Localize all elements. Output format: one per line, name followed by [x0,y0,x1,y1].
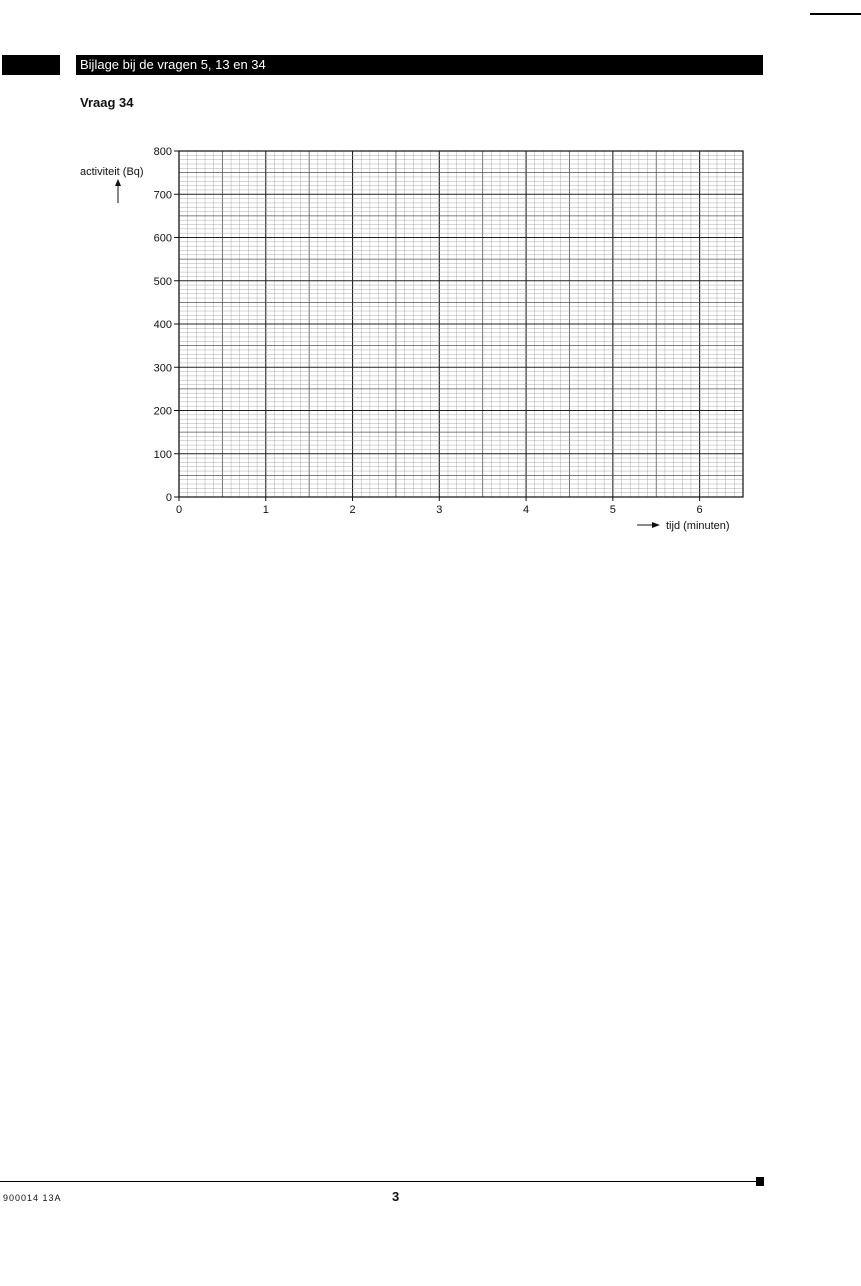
x-tick-label: 4 [523,504,530,516]
footer-rule [0,1181,757,1182]
tick-labels [154,146,703,516]
question-label: Vraag 34 [80,95,134,110]
y-tick-label: 600 [153,232,172,245]
x-tick-label: 3 [436,504,443,516]
appendix-title: Bijlage bij de vragen 5, 13 en 34 [80,57,266,72]
y-tick-label: 800 [153,146,172,158]
y-tick-label: 700 [153,189,172,202]
y-tick-label: 400 [153,319,172,331]
exam-code: 900014 13A [3,1193,62,1203]
y-tick-label: 300 [153,362,172,375]
x-axis-arrow [637,522,660,528]
footer-square [756,1177,764,1186]
grid-lines [174,151,743,501]
y-tick-label: 500 [153,275,172,288]
x-tick-label: 1 [262,504,269,516]
page-number: 3 [392,1189,400,1204]
x-tick-label: 0 [175,504,183,516]
x-tick-label: 2 [349,504,356,516]
y-tick-label: 0 [165,492,172,504]
x-tick-label: 5 [609,504,616,516]
y-axis-label: activiteit (Bq) [80,166,144,178]
x-axis-label: tijd (minuten) [666,520,730,532]
y-tick-label: 100 [153,448,172,461]
x-tick-label: 6 [696,504,703,516]
y-axis-arrow [115,179,121,203]
y-tick-label: 200 [153,405,172,418]
graph-paper-chart [0,0,861,560]
